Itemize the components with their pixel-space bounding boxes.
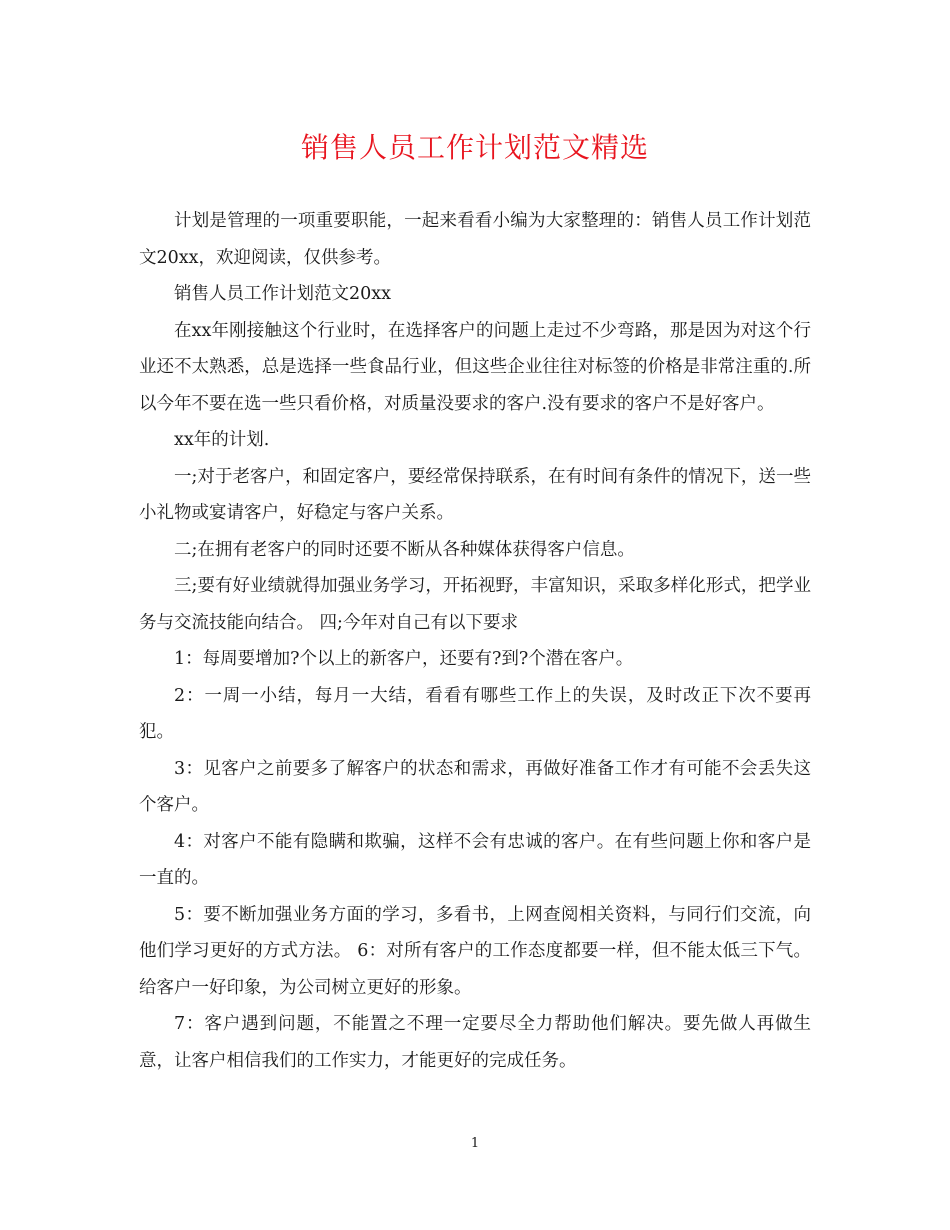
paragraph-plan-heading: xx年的计划. [174, 430, 270, 450]
paragraph-requirement-5-6: 5：要不断加强业务方面的学习，多看书，上网查阅相关资料，与同行们交流，向他们学习更好的方式方法。 6：对所有客户的工作态度都要一样，但不能太低三下气。给客户一好印象，为公司树立更好的形象。 [139, 904, 811, 998]
paragraph-plan-item-3: 三;要有好业绩就得加强业务学习，开拓视野，丰富知识，采取多样化形式，把学业务与交流技能向结合。 四;今年对自己有以下要求 [139, 576, 811, 633]
paragraph-requirement-7: 7：客户遇到问题，不能置之不理一定要尽全力帮助他们解决。要先做人再做生意，让客户相信我们的工作实力，才能更好的完成任务。 [139, 1014, 811, 1071]
paragraph-requirement-4: 4：对客户不能有隐瞒和欺骗，这样不会有忠诚的客户。在有些问题上你和客户是一直的。 [139, 831, 811, 888]
paragraph-intro: 计划是管理的一项重要职能，一起来看看小编为大家整理的：销售人员工作计划范文20xx，欢迎阅读，仅供参考。 [139, 211, 811, 268]
paragraph-requirement-1: 1：每周要增加?个以上的新客户，还要有?到?个潜在客户。 [174, 649, 634, 669]
paragraph-plan-item-1: 一;对于老客户，和固定客户，要经常保持联系，在有时间有条件的情况下，送一些小礼物或宴请客户，好稳定与客户关系。 [139, 466, 811, 523]
paragraph-subtitle: 销售人员工作计划范文20xx [174, 284, 392, 304]
page-title: 销售人员工作计划范文精选 [300, 131, 649, 164]
paragraph-requirement-3: 3：见客户之前要多了解客户的状态和需求，再做好准备工作才有可能不会丢失这个客户。 [139, 758, 811, 815]
paragraph-plan-item-2: 二;在拥有老客户的同时还要不断从各种媒体获得客户信息。 [174, 539, 635, 560]
document-body [139, 203, 811, 1079]
page-number: 1 [470, 1136, 480, 1151]
paragraph-background: 在xx年刚接触这个行业时，在选择客户的问题上走过不少弯路，那是因为对这个行业还不太熟悉，总是选择一些食品行业，但这些企业往往对标签的价格是非常注重的.所以今年不要在选一些只看价格，对质量没要求的客户.没有要求的客户不是好客户。 [139, 320, 811, 414]
paragraph-requirement-2: 2：一周一小结，每月一大结，看看有哪些工作上的失误，及时改正下次不要再犯。 [139, 685, 811, 742]
